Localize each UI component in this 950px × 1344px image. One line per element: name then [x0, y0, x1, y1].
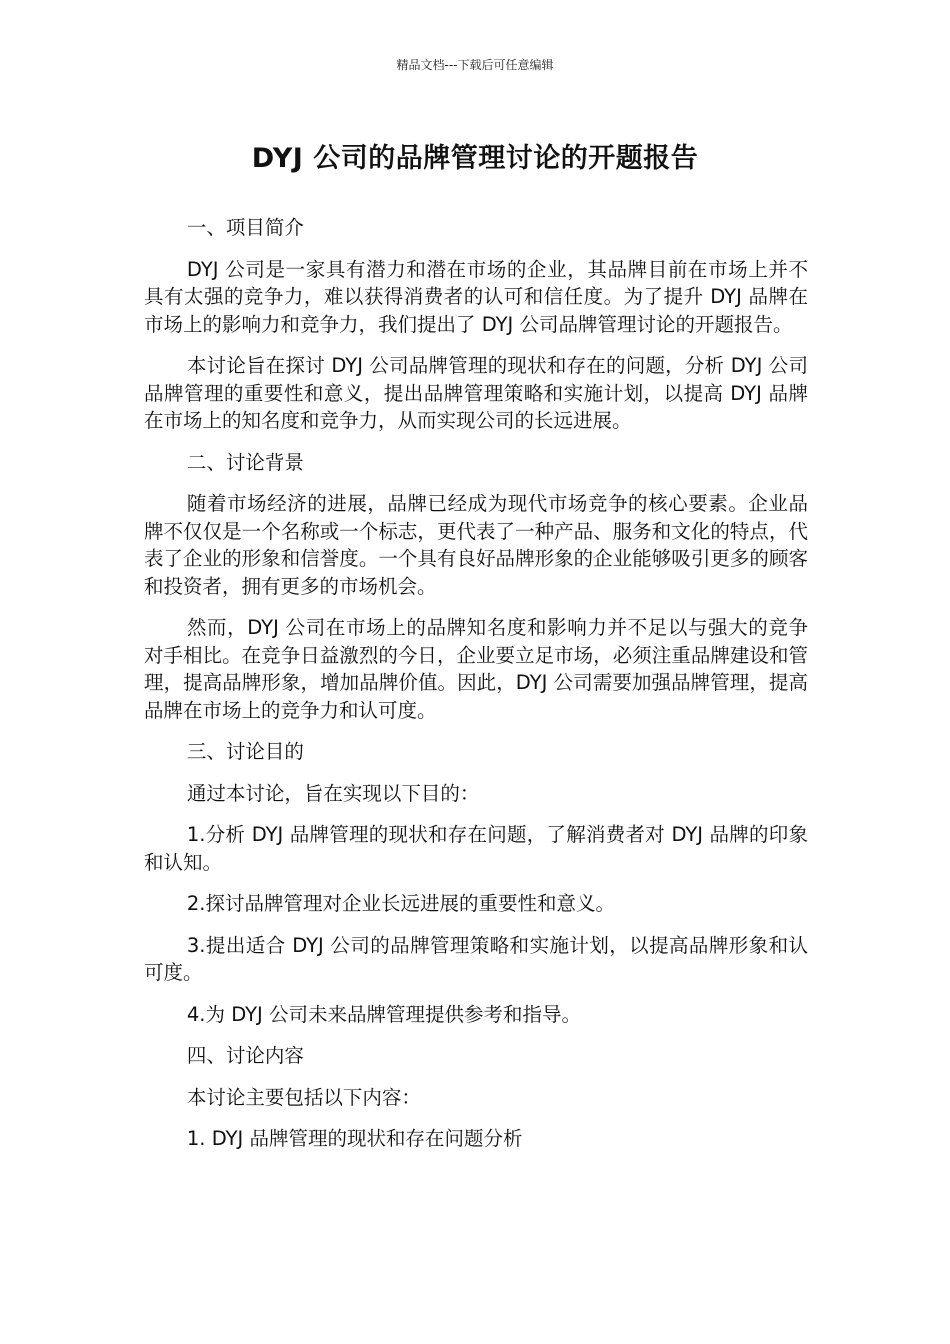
paragraph: DYJ 公司是一家具有潜力和潜在市场的企业，其品牌目前在市场上并不具有太强的竞争力，难以获得消费者的认可和信任度。为了提升 DYJ 品牌在市场上的影响力和竞争力，我们提出了 DYJ 公司品牌管理讨论的开题报告。 [144, 257, 808, 336]
section-heading-2: 二、讨论背景 [186, 450, 304, 474]
document-title: DYJ 公司的品牌管理讨论的开题报告 [251, 143, 699, 174]
list-item: 3.提出适合 DYJ 公司的品牌管理策略和实施计划，以提高品牌形象和认可度。 [144, 933, 808, 984]
paragraph: 然而，DYJ 公司在市场上的品牌知名度和影响力并不足以与强大的竞争对手相比。在竞争日益激烈的今日，企业要立足市场，必须注重品牌建设和管理，提高品牌形象，增加品牌价值。因此，DYJ 公司需要加强品牌管理，提高品牌在市场上的竞争力和认可度。 [144, 616, 808, 722]
paragraph: 随着市场经济的进展，品牌已经成为现代市场竞争的核心要素。企业品牌不仅仅是一个名称或一个标志，更代表了一种产品、服务和文化的特点，代表了企业的形象和信誉度。一个具有良好品牌形象的企业能够吸引更多的顾客和投资者，拥有更多的市场机会。 [144, 492, 808, 598]
document-body [144, 214, 808, 1167]
list-item: 1.分析 DYJ 品牌管理的现状和存在问题，了解消费者对 DYJ 品牌的印象和认知。 [144, 823, 808, 874]
section-heading-1: 一、项目简介 [186, 216, 304, 239]
list-item: 4.为 DYJ 公司未来品牌管理提供参考和指导。 [186, 1002, 582, 1026]
header-note: 精品文档---下载后可任意编辑 [396, 58, 554, 72]
paragraph: 本讨论旨在探讨 DYJ 公司品牌管理的现状和存在的问题，分析 DYJ 公司品牌管理的重要性和意义，提出品牌管理策略和实施计划，以提高 DYJ 品牌在市场上的知名度和竞争力，从而实现公司的长远进展。 [144, 354, 808, 432]
section-heading-4: 四、讨论内容 [186, 1044, 304, 1067]
section-heading-3: 三、讨论目的 [186, 740, 304, 763]
paragraph: 本讨论主要包括以下内容： [186, 1085, 421, 1109]
list-item: 1. DYJ 品牌管理的现状和存在问题分析 [186, 1127, 523, 1150]
list-item: 2.探讨品牌管理对企业长远进展的重要性和意义。 [186, 892, 615, 915]
paragraph: 通过本讨论，旨在实现以下目的： [186, 781, 480, 805]
